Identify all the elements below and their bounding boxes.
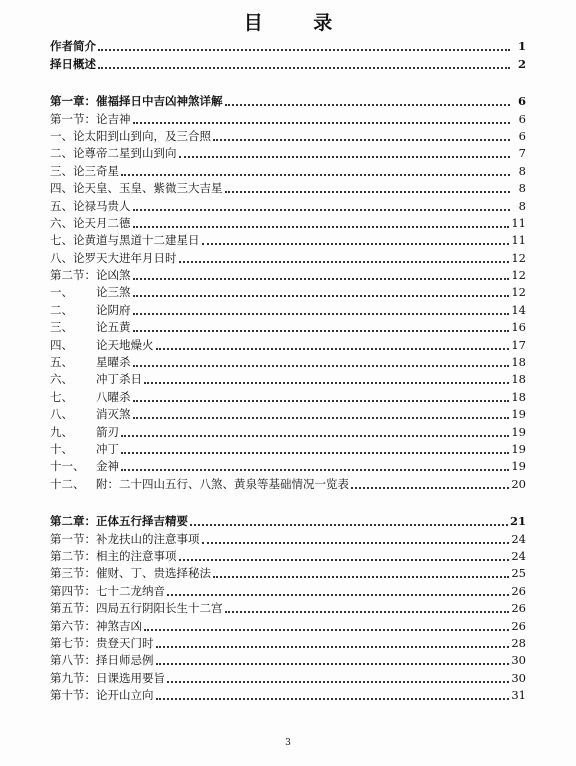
chapter-heading[interactable] [50, 511, 526, 528]
entry-number: 四、 [50, 181, 73, 196]
section-entry[interactable] [50, 108, 526, 125]
toc-item[interactable] [50, 352, 526, 369]
entry-number: 第九节： [50, 670, 96, 685]
entry-title: 附：二十四山五行、八煞、黄泉等基础情况一览表 [96, 476, 349, 491]
entry-number: 十二、 [50, 476, 85, 491]
entry-number: 二、 [50, 302, 73, 317]
toc-item[interactable] [50, 473, 526, 490]
entry-number: 十一、 [50, 459, 85, 474]
entry-number: 一、 [50, 285, 73, 300]
entry-page: 11 [511, 215, 526, 230]
entry-title: 论黄道与黑道十二建星日 [73, 233, 200, 248]
entry-title: 论太阳到山到向，及三合照 [73, 128, 211, 143]
entry-page: 12 [511, 268, 526, 283]
toc-item[interactable] [50, 126, 526, 143]
section-entry[interactable] [50, 528, 526, 545]
entry-number: 三、 [50, 163, 73, 178]
leader-dots [133, 110, 511, 124]
leader-dots [213, 564, 509, 578]
entry-title: 论天皇、玉皇、紫微三大吉星 [73, 181, 223, 196]
leader-dots [213, 127, 510, 141]
leader-dots [225, 179, 511, 193]
entry-title: 日课选用要旨 [96, 670, 165, 685]
entry-title: 星曜杀 [96, 355, 131, 370]
entry-page: 6 [518, 128, 526, 143]
leader-dots [133, 266, 510, 280]
leader-dots [121, 162, 510, 176]
section-entry[interactable] [50, 650, 526, 667]
entry-page: 18 [511, 355, 526, 370]
entry-page: 8 [518, 181, 526, 196]
entry-title: 论尊帝二星到山到向 [73, 146, 177, 161]
entry-page: 20 [511, 476, 526, 491]
entry-title: 补龙扶山的注意事项 [96, 531, 200, 546]
leader-dots [351, 475, 509, 489]
entry-page: 18 [511, 372, 526, 387]
leader-dots [133, 353, 510, 367]
page-number: 3 [285, 738, 291, 748]
entry-number: 第二节： [50, 268, 96, 283]
leader-dots [179, 144, 511, 158]
toc-item[interactable] [50, 421, 526, 438]
entry-title: 贵登天门时 [96, 635, 154, 650]
entry-page: 21 [509, 514, 526, 529]
entry-page: 30 [511, 670, 526, 685]
entry-number: 九、 [50, 424, 73, 439]
entry-page: 14 [511, 302, 526, 317]
toc-item[interactable] [50, 247, 526, 264]
toc-item[interactable] [50, 386, 526, 403]
entry-title: 择日概述 [50, 56, 96, 71]
entry-title: 催福择日中吉凶神煞详解 [96, 94, 223, 109]
toc-item[interactable] [50, 456, 526, 473]
leader-dots [121, 457, 509, 471]
entry-title: 相主的注意事项 [96, 548, 177, 563]
leader-dots [202, 530, 510, 544]
entry-title: 四局五行阴阳长生十二宫 [96, 601, 223, 616]
entry-page: 19 [511, 407, 526, 422]
toc-title: 目 录 [243, 12, 355, 34]
entry-number: 第五节： [50, 601, 96, 616]
entry-title: 论禄马贵人 [73, 198, 131, 213]
entry-number: 七、 [50, 389, 73, 404]
leader-dots [156, 651, 510, 665]
entry-number: 第七节： [50, 635, 96, 650]
leader-dots [167, 669, 509, 683]
toc-list [50, 36, 526, 702]
entry-page: 16 [511, 320, 526, 335]
leader-dots [133, 388, 510, 402]
entry-number: 第四节： [50, 583, 96, 598]
entry-title: 冲丁杀日 [96, 372, 142, 387]
leader-dots [133, 214, 510, 228]
entry-title: 论凶煞 [96, 268, 131, 283]
entry-page: 26 [511, 618, 526, 633]
toc-item[interactable] [50, 334, 526, 351]
entry-number: 第八节： [50, 653, 96, 668]
leader-dots [98, 37, 510, 51]
section-entry[interactable] [50, 265, 526, 282]
leader-dots [133, 405, 510, 419]
entry-page: 11 [511, 233, 526, 248]
leader-dots [121, 423, 509, 437]
entry-page: 7 [518, 146, 526, 161]
leader-dots [179, 547, 510, 561]
entry-page: 6 [518, 111, 526, 126]
entry-title: 箭刃 [96, 424, 119, 439]
leader-dots [202, 231, 510, 245]
toc-item[interactable] [50, 143, 526, 160]
entry-title: 择日师忌例 [96, 653, 154, 668]
entry-title: 冲丁 [96, 441, 119, 456]
chapter-1 [50, 91, 526, 491]
entry-page: 31 [511, 688, 526, 703]
entry-number: 三、 [50, 320, 73, 335]
section-entry[interactable] [50, 685, 526, 702]
entry-number: 一、 [50, 128, 73, 143]
entry-title: 作者简介 [50, 39, 96, 54]
entry-number: 第六节： [50, 618, 96, 633]
leader-dots [133, 301, 510, 315]
entry-title: 消灭煞 [96, 407, 131, 422]
entry-page: 19 [511, 424, 526, 439]
entry-title: 论三奇星 [73, 163, 119, 178]
entry-title: 七十二龙纳音 [96, 583, 165, 598]
toc-item[interactable] [50, 178, 526, 195]
leader-dots [156, 686, 510, 700]
entry-page: 17 [511, 337, 526, 352]
entry-page: 24 [511, 548, 526, 563]
entry-page: 18 [511, 389, 526, 404]
front-matter [50, 36, 526, 71]
entry-number: 四、 [50, 337, 73, 352]
leader-dots [133, 318, 510, 332]
leader-dots [225, 92, 511, 106]
leader-dots [167, 582, 509, 596]
toc-item[interactable] [50, 299, 526, 316]
entry-number: 第二章： [50, 514, 96, 529]
toc-item[interactable] [50, 439, 526, 456]
entry-number: 第一章： [50, 94, 96, 109]
leader-dots [156, 336, 510, 350]
section-entry[interactable] [50, 615, 526, 632]
entry-title: 金神 [96, 459, 119, 474]
entry-page: 12 [511, 285, 526, 300]
toc-item[interactable] [50, 230, 526, 247]
entry-number: 第二节： [50, 548, 96, 563]
toc-item[interactable] [50, 317, 526, 334]
entry-page: 26 [511, 601, 526, 616]
entry-number: 二、 [50, 146, 73, 161]
entry-title: 正体五行择吉精要 [96, 514, 188, 529]
entry-page: 1 [517, 39, 526, 54]
leader-dots [179, 249, 510, 263]
chapter-2 [50, 511, 526, 702]
entry-number: 五、 [50, 355, 73, 370]
leader-dots [144, 370, 509, 384]
entry-page: 2 [517, 56, 526, 71]
entry-number: 八、 [50, 407, 73, 422]
entry-page: 8 [518, 198, 526, 213]
entry-page: 28 [511, 635, 526, 650]
leader-dots [144, 617, 509, 631]
entry-title: 论阴府 [96, 302, 131, 317]
section-entry[interactable] [50, 598, 526, 615]
leader-dots [133, 197, 511, 211]
leader-dots [121, 440, 509, 454]
entry-page: 24 [511, 531, 526, 546]
entry-title: 论天地燥火 [96, 337, 154, 352]
chapter-heading[interactable] [50, 91, 526, 108]
section-entry[interactable] [50, 546, 526, 563]
leader-dots [156, 634, 510, 648]
entry-number: 五、 [50, 198, 73, 213]
entry-number: 第一节： [50, 111, 96, 126]
entry-title: 论开山立向 [96, 688, 154, 703]
entry-page: 19 [511, 459, 526, 474]
leader-dots [190, 512, 508, 526]
toc-item[interactable] [50, 213, 526, 230]
entry-page: 30 [511, 653, 526, 668]
entry-title: 神煞吉凶 [96, 618, 142, 633]
leader-dots [225, 599, 510, 613]
toc-item[interactable] [50, 369, 526, 386]
entry-number: 第十节： [50, 688, 96, 703]
leader-dots [98, 55, 510, 69]
entry-title: 催财、丁、贵选择秘法 [96, 566, 211, 581]
entry-title: 论五黄 [96, 320, 131, 335]
entry-title: 论吉神 [96, 111, 131, 126]
entry-number: 七、 [50, 233, 73, 248]
entry-page: 19 [511, 441, 526, 456]
section-entry[interactable] [50, 633, 526, 650]
toc-item[interactable] [50, 160, 526, 177]
section-entry[interactable] [50, 667, 526, 684]
front-entry[interactable] [50, 36, 526, 53]
entry-number: 第三节： [50, 566, 96, 581]
front-entry[interactable] [50, 53, 526, 70]
entry-title: 论罗天大进年月日时 [73, 250, 177, 265]
entry-page: 12 [511, 250, 526, 265]
toc-item[interactable] [50, 282, 526, 299]
entry-page: 25 [511, 566, 526, 581]
entry-page: 6 [517, 94, 526, 109]
leader-dots [133, 283, 510, 297]
entry-number: 八、 [50, 250, 73, 265]
toc-item[interactable] [50, 404, 526, 421]
entry-title: 八曜杀 [96, 389, 131, 404]
entry-page: 8 [518, 163, 526, 178]
entry-number: 六、 [50, 215, 73, 230]
entry-number: 十、 [50, 441, 73, 456]
entry-number: 六、 [50, 372, 73, 387]
toc-item[interactable] [50, 195, 526, 212]
section-entry[interactable] [50, 563, 526, 580]
section-entry[interactable] [50, 580, 526, 597]
entry-number: 第一节： [50, 531, 96, 546]
entry-page: 26 [511, 583, 526, 598]
entry-title: 论天月二德 [73, 215, 131, 230]
entry-title: 论三煞 [96, 285, 131, 300]
